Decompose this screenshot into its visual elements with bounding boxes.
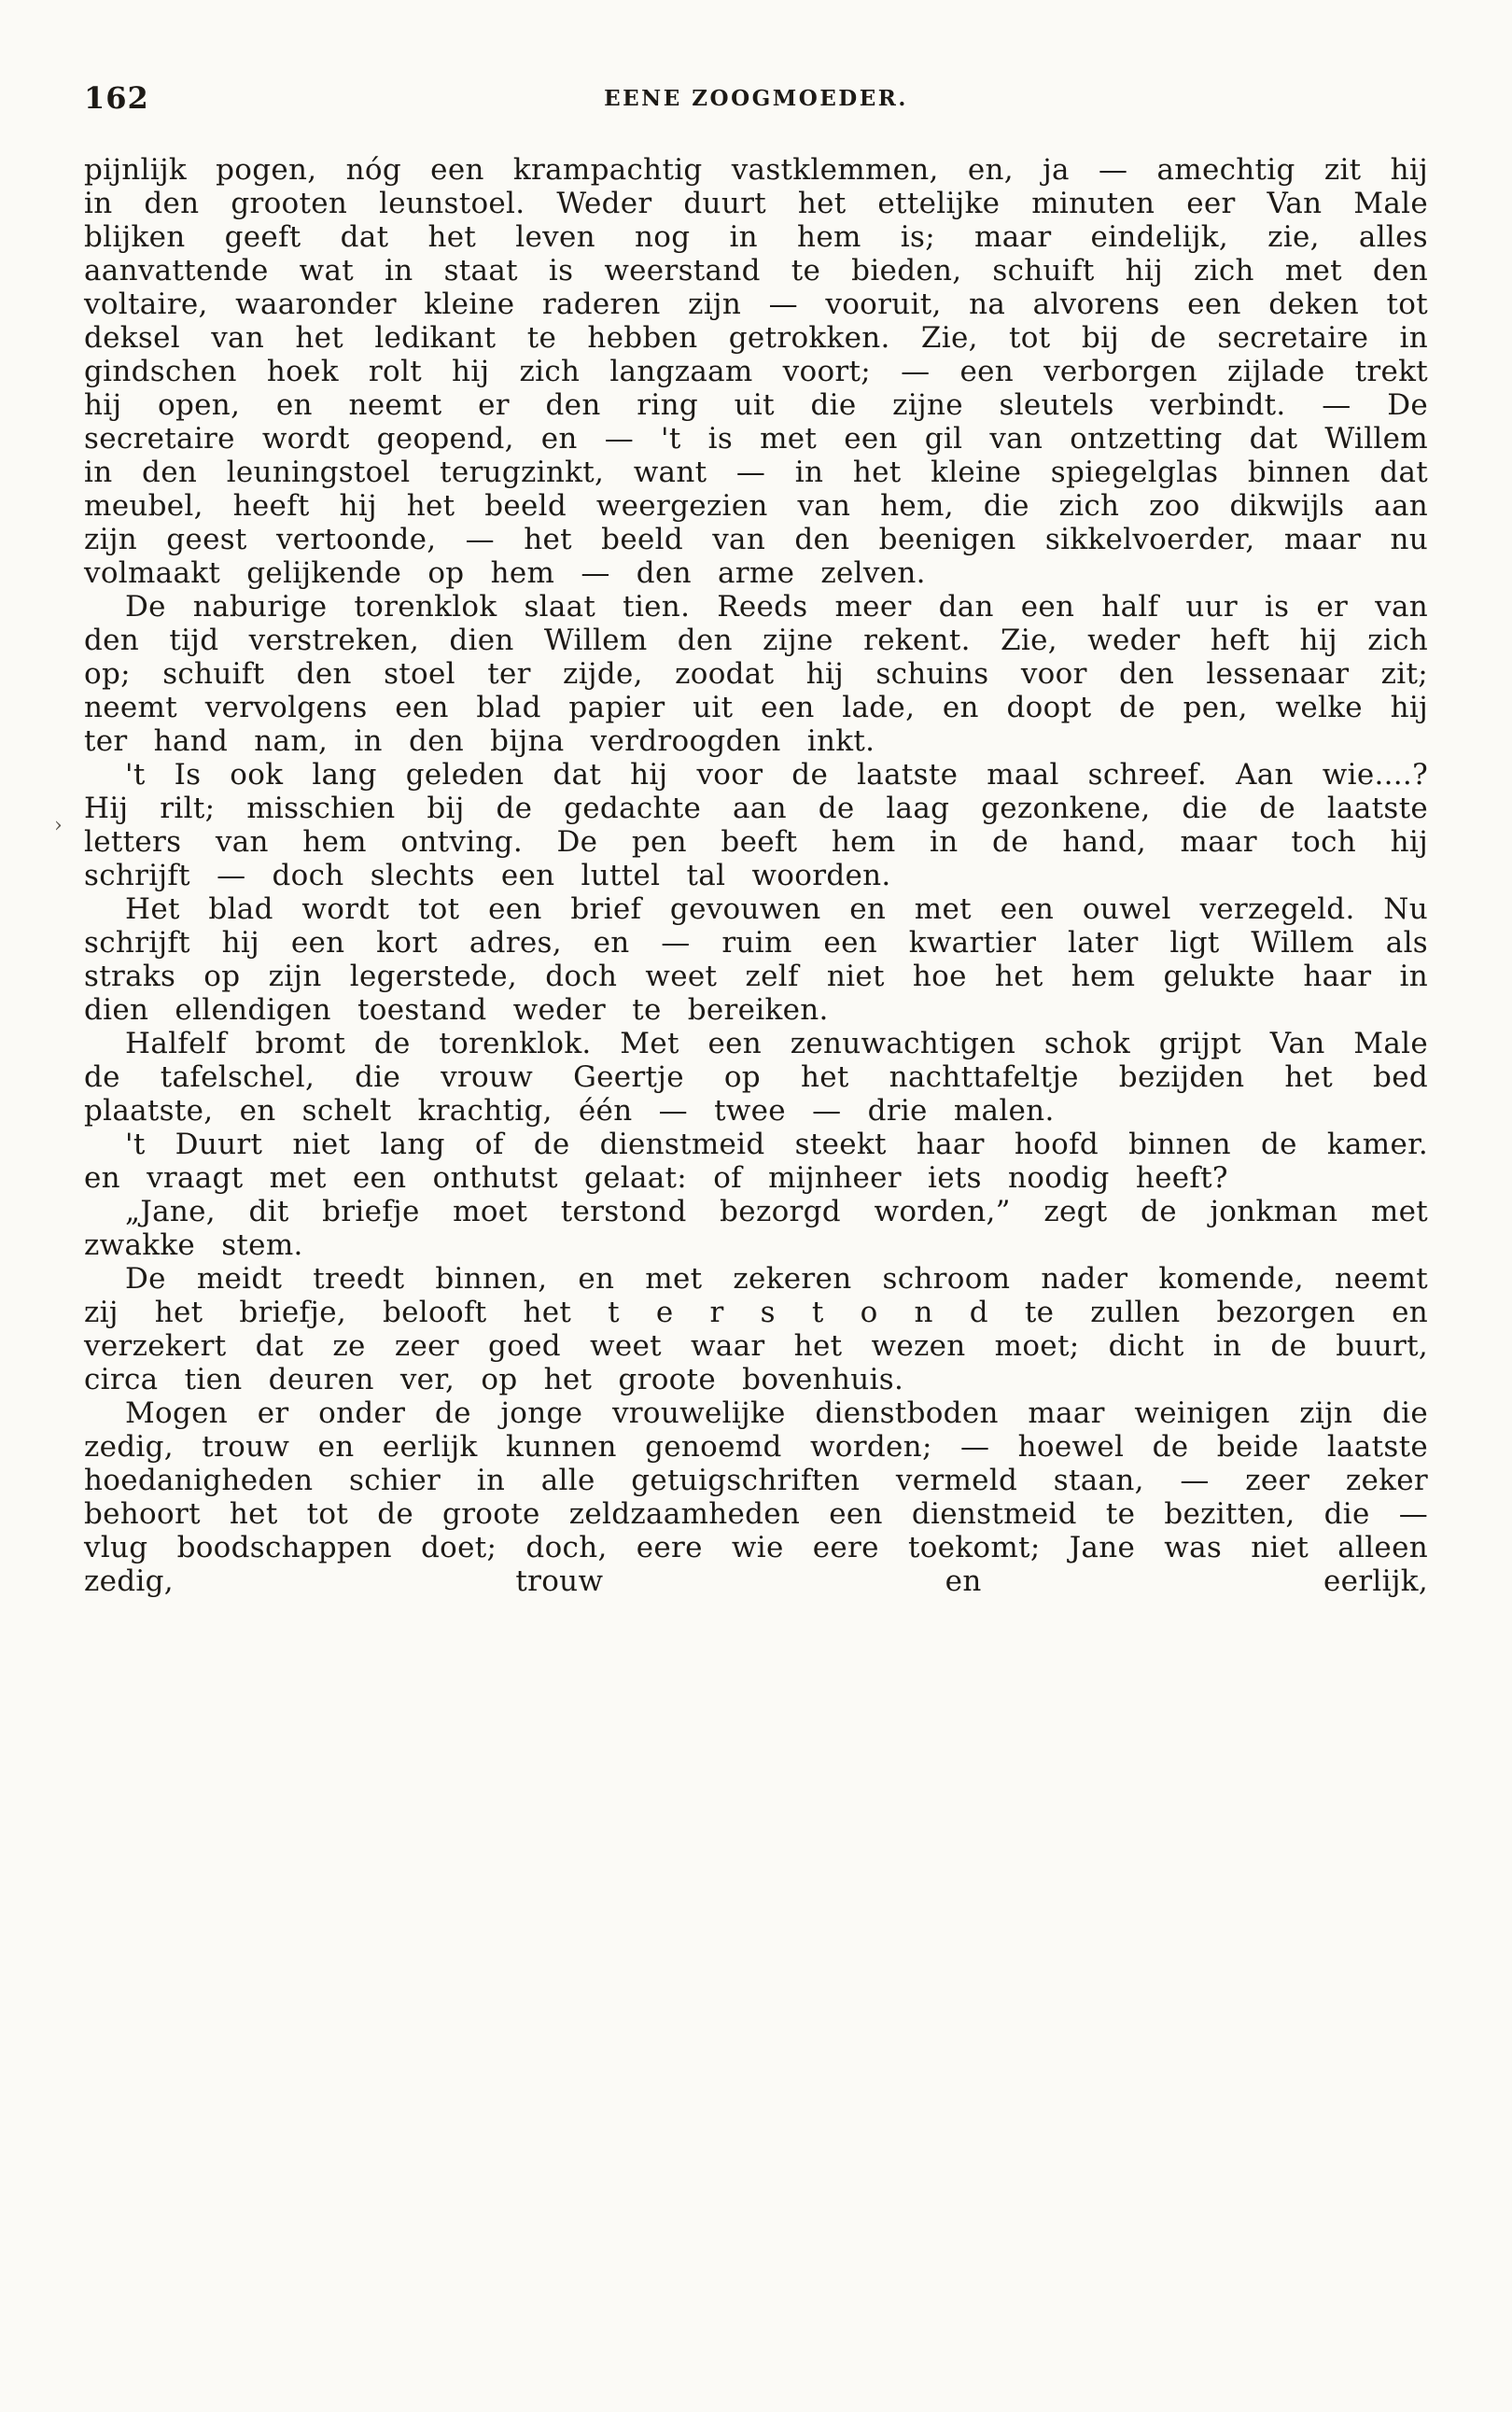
paragraph: De meidt treedt binnen, en met zekeren schroom nader komende, neemt zij het briefje, belooft het t e r s t o n d te zullen bezorgen en verzekert dat ze zeer goed weet waar het wezen moet; dicht in de buurt, circa tien deuren ver, op het groote bovenhuis. xyxy=(84,1262,1428,1396)
page-number: 162 xyxy=(84,80,149,116)
paragraph: pijnlijk pogen, nóg een krampachtig vastklemmen, en, ja — amechtig zit hij in den grooten leunstoel. Weder duurt het ettelijke minuten eer Van Male blijken geeft dat het leven nog in hem is; maar eindelijk, zie, alles aanvattende wat in staat is weerstand te bieden, schuift hij zich met den voltaire, waaronder kleine raderen zijn — vooruit, na alvorens een deken tot deksel van het ledikant te hebben getrokken. Zie, tot bij de secretaire in gindschen hoek rolt hij zich langzaam voort; — een verborgen zijlade trekt hij open, en neemt er den ring uit die zijne sleutels verbindt. — De secretaire wordt geopend, en — 't is met een gil van ontzetting dat Willem in den leuningstoel terugzinkt, want — in het kleine spiegelglas binnen dat meubel, heeft hij het beeld weergezien van hem, die zich zoo dikwijls aan zijn geest vertoonde, — het beeld van den beenigen sikkelvoerder, maar nu volmaakt gelijkende op hem — den arme zelven. xyxy=(84,153,1428,590)
running-title: EENE ZOOGMOEDER. xyxy=(604,86,908,111)
paragraph: „Jane, dit briefje moet terstond bezorgd worden,” zegt de jonkman met zwakke stem. xyxy=(84,1195,1428,1262)
paragraph: 't Duurt niet lang of de dienstmeid steekt haar hoofd binnen de kamer. en vraagt met een onthutst gelaat: of mijnheer iets noodig heeft? xyxy=(84,1128,1428,1195)
page-body xyxy=(84,153,1428,1598)
paragraph: De naburige torenklok slaat tien. Reeds meer dan een half uur is er van den tijd verstreken, dien Willem den zijne rekent. Zie, weder heft hij zich op; schuift den stoel ter zijde, zoodat hij schuins voor den lessenaar zit; neemt vervolgens een blad papier uit een lade, en doopt de pen, welke hij ter hand nam, in den bijna verdroogden inkt. xyxy=(84,590,1428,758)
paragraph: Het blad wordt tot een brief gevouwen en met een ouwel verzegeld. Nu schrijft hij een kort adres, en — ruim een kwartier later ligt Willem als straks op zijn legerstede, doch weet zelf niet hoe het hem gelukte haar in dien ellendigen toestand weder te bereiken. xyxy=(84,892,1428,1027)
margin-artifact: › xyxy=(54,814,63,837)
paragraph: Halfelf bromt de torenklok. Met een zenuwachtigen schok grijpt Van Male de tafelschel, die vrouw Geertje op het nachttafeltje bezijden het bed plaatste, en schelt krachtig, één — twee — drie malen. xyxy=(84,1027,1428,1128)
page-header xyxy=(84,80,1428,121)
paragraph: Mogen er onder de jonge vrouwelijke dienstboden maar weinigen zijn die zedig, trouw en eerlijk kunnen genoemd worden; — hoewel de beide laatste hoedanigheden schier in alle getuigschriften vermeld staan, — zeer zeker behoort het tot de groote zeldzaamheden een dienstmeid te bezitten, die — vlug boodschappen doet; doch, eere wie eere toekomt; Jane was niet alleen zedig, trouw en eerlijk, xyxy=(84,1396,1428,1598)
paragraph: 't Is ook lang geleden dat hij voor de laatste maal schreef. Aan wie....? Hij rilt; misschien bij de gedachte aan de laag gezonkene, die de laatste letters van hem ontving. De pen beeft hem in de hand, maar toch hij schrijft — doch slechts een luttel tal woorden. xyxy=(84,758,1428,892)
